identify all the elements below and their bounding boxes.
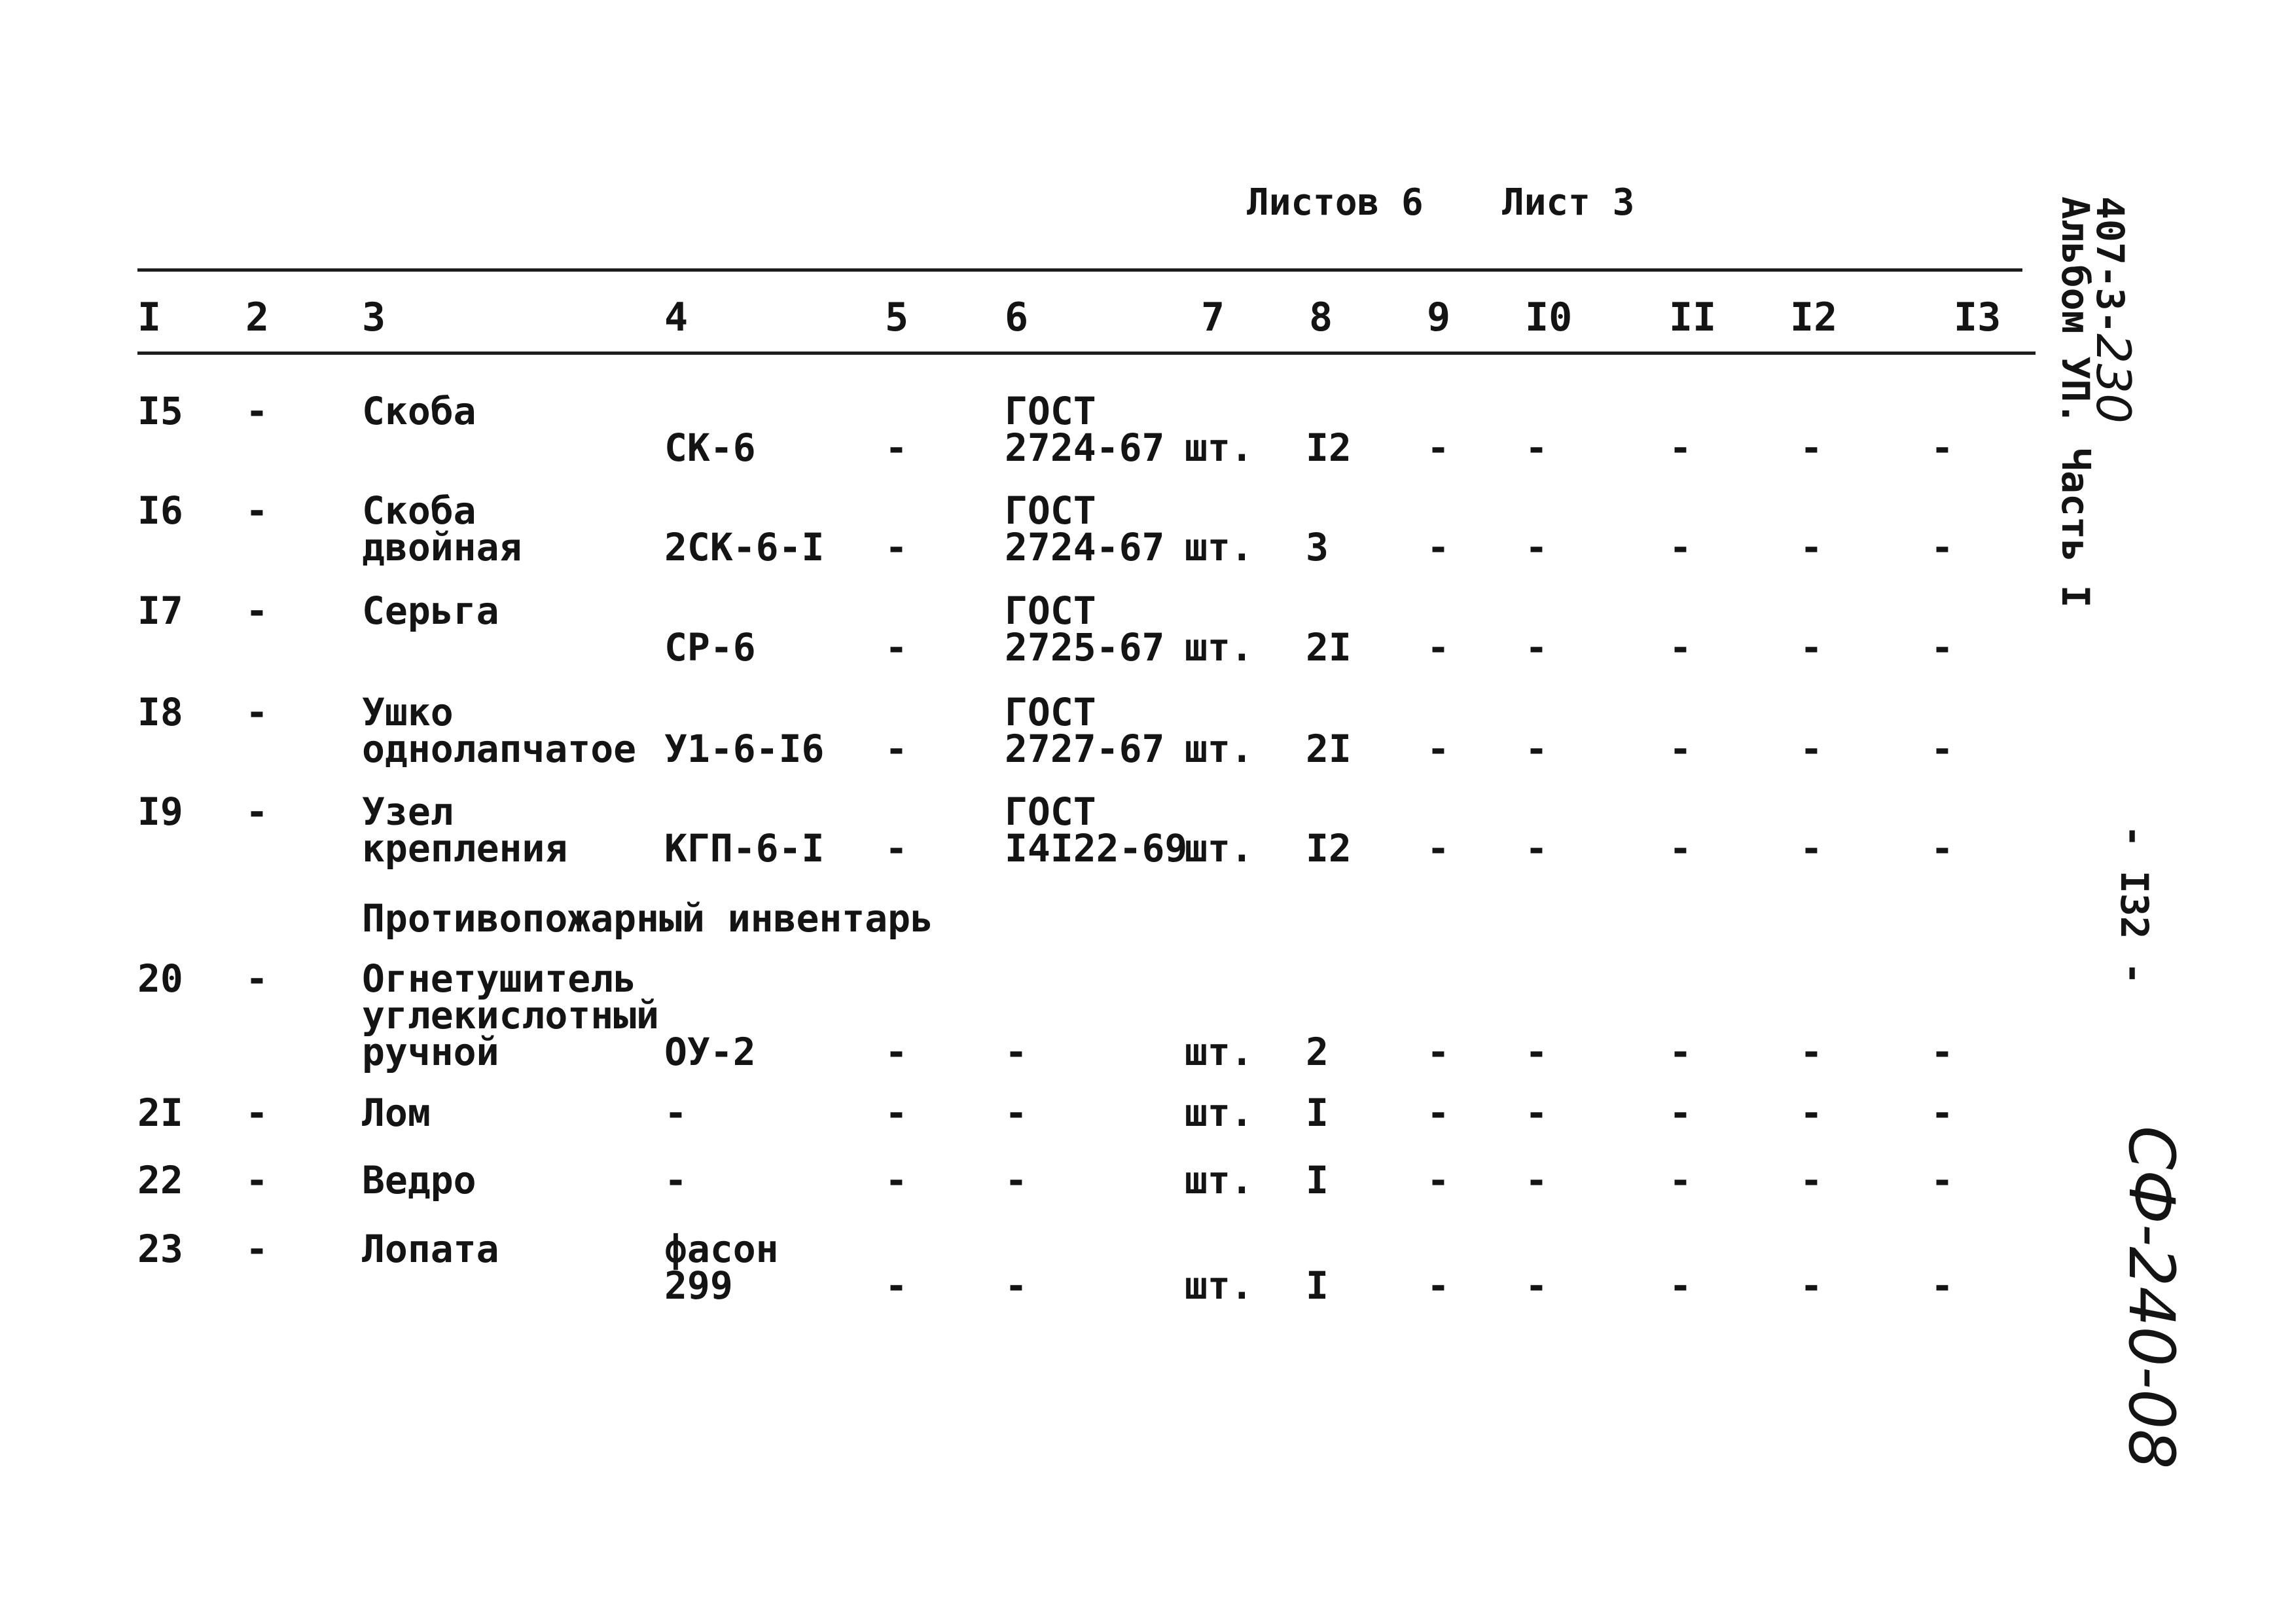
row-number: 23 bbox=[137, 1227, 183, 1271]
col-13-value: - bbox=[1931, 1263, 1954, 1308]
item-name-line: Лопата bbox=[362, 1227, 499, 1271]
doc-number: 407-3- bbox=[2088, 196, 2132, 334]
col5-value: - bbox=[885, 425, 908, 470]
item-mark-line: КГП-6-I bbox=[664, 826, 825, 871]
col-13-value: - bbox=[1931, 1091, 1954, 1135]
standard-line: ГОСТ bbox=[1005, 789, 1096, 834]
col2-value: - bbox=[245, 389, 268, 433]
col-12-value: - bbox=[1800, 826, 1823, 871]
column-number-2: 2 bbox=[245, 295, 270, 340]
col-12-value: - bbox=[1800, 1263, 1823, 1308]
row-number: I9 bbox=[137, 789, 183, 834]
item-mark-line: У1-6-I6 bbox=[664, 727, 825, 771]
quantity: I bbox=[1306, 1158, 1329, 1202]
col5-value: - bbox=[885, 525, 908, 569]
item-mark-line: СР-6 bbox=[664, 625, 756, 670]
col-9-value: - bbox=[1427, 1158, 1450, 1202]
col2-value: - bbox=[245, 956, 268, 1001]
col2-value: - bbox=[245, 488, 268, 533]
unit: шт. bbox=[1185, 1030, 1253, 1074]
col2-value: - bbox=[245, 1091, 268, 1135]
column-number-13: I3 bbox=[1954, 295, 2001, 340]
col-10-value: - bbox=[1525, 525, 1548, 569]
column-number-12: I2 bbox=[1790, 295, 1838, 340]
col-9-value: - bbox=[1427, 1091, 1450, 1135]
col-12-value: - bbox=[1800, 1030, 1823, 1074]
row-number: I5 bbox=[137, 389, 183, 433]
unit: шт. bbox=[1185, 727, 1253, 771]
column-header-rule bbox=[137, 352, 2036, 355]
item-name-line: Ушко bbox=[362, 690, 454, 734]
item-name-line: Скоба bbox=[362, 389, 476, 433]
col-12-value: - bbox=[1800, 1158, 1823, 1202]
standard-line: - bbox=[1005, 1091, 1028, 1135]
item-name-line: углекислотный bbox=[362, 993, 659, 1038]
item-name-line: Узел bbox=[362, 789, 454, 834]
col5-value: - bbox=[885, 1030, 908, 1074]
col2-value: - bbox=[245, 1227, 268, 1271]
col-13-value: - bbox=[1931, 425, 1954, 470]
col-11-value: - bbox=[1669, 826, 1692, 871]
unit: шт. bbox=[1185, 1263, 1253, 1308]
col-9-value: - bbox=[1427, 525, 1450, 569]
col-9-value: - bbox=[1427, 625, 1450, 670]
unit: шт. bbox=[1185, 425, 1253, 470]
column-number-11: II bbox=[1669, 295, 1717, 340]
doc-number-handwritten: 230 bbox=[2086, 333, 2141, 424]
col-11-value: - bbox=[1669, 625, 1692, 670]
item-mark-line: - bbox=[664, 1158, 687, 1202]
item-mark-line: 299 bbox=[664, 1263, 733, 1308]
unit: шт. bbox=[1185, 625, 1253, 670]
col5-value: - bbox=[885, 826, 908, 871]
unit: шт. bbox=[1185, 1091, 1253, 1135]
col-11-value: - bbox=[1669, 1091, 1692, 1135]
col2-value: - bbox=[245, 690, 268, 734]
col-12-value: - bbox=[1800, 625, 1823, 670]
sheets-total: Листов 6 bbox=[1247, 181, 1424, 224]
column-number-9: 9 bbox=[1427, 295, 1451, 340]
item-name-line: Скоба bbox=[362, 488, 476, 533]
standard-line: 2727-67 bbox=[1005, 727, 1165, 771]
col-13-value: - bbox=[1931, 625, 1954, 670]
item-mark-line: фасон bbox=[664, 1227, 779, 1271]
col2-value: - bbox=[245, 1158, 268, 1202]
quantity: I2 bbox=[1306, 425, 1352, 470]
column-number-5: 5 bbox=[885, 295, 909, 340]
col-11-value: - bbox=[1669, 1030, 1692, 1074]
row-number: I8 bbox=[137, 690, 183, 734]
standard-line: ГОСТ bbox=[1005, 588, 1096, 633]
item-mark-line: СК-6 bbox=[664, 425, 756, 470]
row-number: 20 bbox=[137, 956, 183, 1001]
quantity: 2 bbox=[1306, 1030, 1329, 1074]
item-name-line: Ведро bbox=[362, 1158, 476, 1202]
col-12-value: - bbox=[1800, 727, 1823, 771]
row-number: 2I bbox=[137, 1091, 183, 1135]
column-number-8: 8 bbox=[1309, 295, 1333, 340]
col2-value: - bbox=[245, 588, 268, 633]
row-number: I6 bbox=[137, 488, 183, 533]
standard-line: 2724-67 bbox=[1005, 525, 1165, 569]
unit: шт. bbox=[1185, 525, 1253, 569]
column-number-7: 7 bbox=[1201, 295, 1225, 340]
document-code: СФ-240-08 bbox=[2115, 1126, 2188, 1470]
row-number: 22 bbox=[137, 1158, 183, 1202]
item-name-line: Серьга bbox=[362, 588, 499, 633]
column-number-4: 4 bbox=[664, 295, 689, 340]
item-name-line: крепления bbox=[362, 826, 568, 871]
col-9-value: - bbox=[1427, 1263, 1450, 1308]
col-10-value: - bbox=[1525, 1091, 1548, 1135]
item-name-line: однолапчатое bbox=[362, 727, 637, 771]
quantity: 3 bbox=[1306, 525, 1329, 569]
standard-line: 2724-67 bbox=[1005, 425, 1165, 470]
col-12-value: - bbox=[1800, 425, 1823, 470]
col-11-value: - bbox=[1669, 525, 1692, 569]
col-13-value: - bbox=[1931, 727, 1954, 771]
standard-line: I4I22-69 bbox=[1005, 826, 1188, 871]
sheet-current: Лист 3 bbox=[1502, 181, 1635, 224]
page-marker: - I32 - bbox=[2112, 825, 2157, 985]
item-mark-line: 2СК-6-I bbox=[664, 525, 825, 569]
item-mark-line: - bbox=[664, 1091, 687, 1135]
col-13-value: - bbox=[1931, 1158, 1954, 1202]
quantity: I2 bbox=[1306, 826, 1352, 871]
standard-line: - bbox=[1005, 1263, 1028, 1308]
col-10-value: - bbox=[1525, 826, 1548, 871]
col-11-value: - bbox=[1669, 727, 1692, 771]
col-10-value: - bbox=[1525, 425, 1548, 470]
section-title: Противопожарный инвентарь bbox=[362, 896, 933, 941]
standard-line: ГОСТ bbox=[1005, 488, 1096, 533]
col5-value: - bbox=[885, 1091, 908, 1135]
table-top-rule bbox=[137, 268, 2022, 272]
column-number-3: 3 bbox=[362, 295, 386, 340]
col-10-value: - bbox=[1525, 625, 1548, 670]
col-9-value: - bbox=[1427, 727, 1450, 771]
col5-value: - bbox=[885, 727, 908, 771]
col-13-value: - bbox=[1931, 826, 1954, 871]
col5-value: - bbox=[885, 1158, 908, 1202]
col-10-value: - bbox=[1525, 1030, 1548, 1074]
standard-line: - bbox=[1005, 1158, 1028, 1202]
column-number-1: I bbox=[137, 295, 162, 340]
col-10-value: - bbox=[1525, 1263, 1548, 1308]
col-11-value: - bbox=[1669, 1263, 1692, 1308]
col5-value: - bbox=[885, 1263, 908, 1308]
standard-line: ГОСТ bbox=[1005, 389, 1096, 433]
col-11-value: - bbox=[1669, 425, 1692, 470]
quantity: I bbox=[1306, 1263, 1329, 1308]
item-mark-line: ОУ-2 bbox=[664, 1030, 756, 1074]
col-13-value: - bbox=[1931, 525, 1954, 569]
unit: шт. bbox=[1185, 826, 1253, 871]
quantity: 2I bbox=[1306, 727, 1352, 771]
item-name-line: Огнетушитель bbox=[362, 956, 637, 1001]
item-name-line: Лом bbox=[362, 1091, 431, 1135]
col-9-value: - bbox=[1427, 425, 1450, 470]
col-12-value: - bbox=[1800, 1091, 1823, 1135]
col-9-value: - bbox=[1427, 1030, 1450, 1074]
col-9-value: - bbox=[1427, 826, 1450, 871]
column-number-6: 6 bbox=[1005, 295, 1029, 340]
album-part-stamp: Альбом УП. Часть I bbox=[2053, 196, 2098, 608]
col-11-value: - bbox=[1669, 1158, 1692, 1202]
col-12-value: - bbox=[1800, 525, 1823, 569]
standard-line: 2725-67 bbox=[1005, 625, 1165, 670]
quantity: 2I bbox=[1306, 625, 1352, 670]
col5-value: - bbox=[885, 625, 908, 670]
unit: шт. bbox=[1185, 1158, 1253, 1202]
column-number-10: I0 bbox=[1525, 295, 1573, 340]
col-10-value: - bbox=[1525, 1158, 1548, 1202]
standard-line: ГОСТ bbox=[1005, 690, 1096, 734]
col-10-value: - bbox=[1525, 727, 1548, 771]
col-13-value: - bbox=[1931, 1030, 1954, 1074]
item-name-line: двойная bbox=[362, 525, 522, 569]
quantity: I bbox=[1306, 1091, 1329, 1135]
col2-value: - bbox=[245, 789, 268, 834]
item-name-line: ручной bbox=[362, 1030, 499, 1074]
row-number: I7 bbox=[137, 588, 183, 633]
standard-line: - bbox=[1005, 1030, 1028, 1074]
